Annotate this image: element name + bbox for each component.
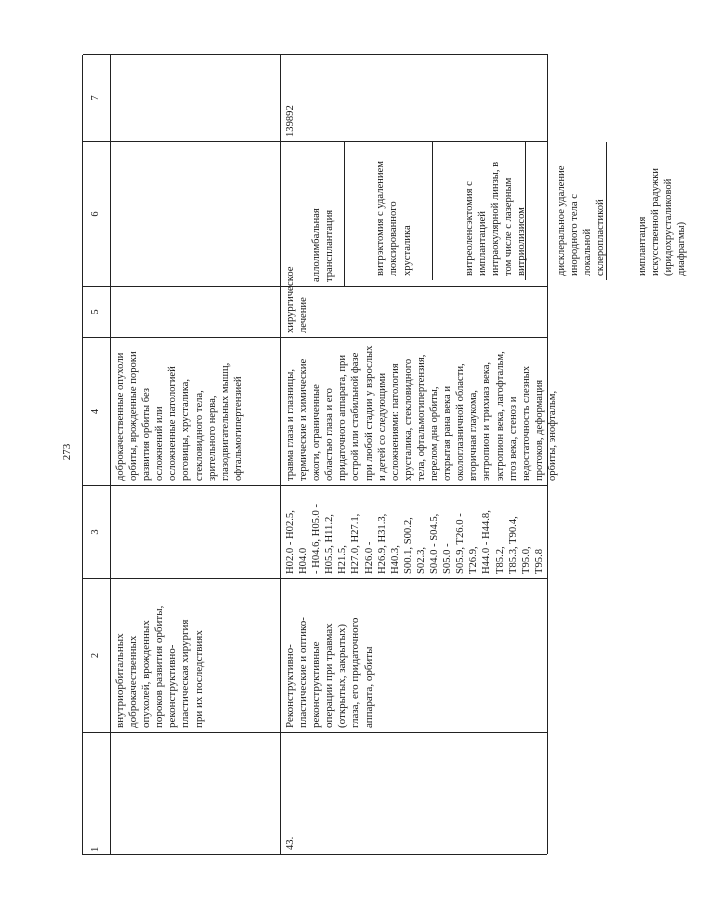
page-number: 273	[61, 443, 73, 461]
row2-norm: 139892	[281, 54, 548, 141]
header-col-1: 1	[83, 732, 111, 854]
row1-patient-model: доброкачественные опухоли орбиты, врожденные пороки развития орбиты без осложнений или осложненные патологией роговицы, хрусталика, стекловидного тела, зрительного нерва, глазодвигательных мышц, офтальмогипертензией	[111, 337, 281, 485]
header-col-2: 2	[83, 578, 111, 732]
method-item: имплантация искусственной радужки (иридохрусталиковой диафрагмы)	[636, 168, 688, 276]
row1-name: внутриорбитальных доброкачественных опухолей, врожденных пороков развития орбиты, реконструктивно- пластическая хирургия при их последствиях	[111, 578, 281, 732]
row2-treatment: хирургическое лечение	[281, 286, 548, 337]
header-col-4: 4	[83, 337, 111, 485]
method-item: витреоленсэктомия с имплантацией интраокулярной линзы, в том числе с лазерным витриолизисом	[460, 142, 526, 280]
medical-care-table	[82, 55, 688, 855]
row1-norm	[111, 54, 281, 141]
row2-patient-model: травма глаза и глазницы, термические и химические ожоги, ограниченные областью глаза и его придаточного аппарата, при острой или стабильной фазе при любой стадии у взрослых и детей со следующими осложнениями: патология хрусталика, стекловидного тела, офтальмогипертензия, перелом дна орбиты, открытая рана века и окологлазничной области, вторичная глаукома, энтропион и трихиаз века, эктропион века, лагофтальм, птоз века, стеноз и недостаточность слезных протоков, деформация орбиты, энофтальм,	[281, 337, 548, 485]
row1-treatment	[111, 286, 281, 337]
header-col-6: 6	[83, 141, 111, 286]
row1-codes	[111, 485, 281, 578]
method-item: витрэктомия с удалением люксированного хрусталика	[371, 142, 433, 280]
rotated-table-wrapper	[82, 55, 688, 855]
header-col-3: 3	[83, 485, 111, 578]
row2-methods	[281, 141, 688, 286]
header-col-5: 5	[83, 286, 111, 337]
method-item: дисклеральное удаление инородного тела с локальной склеропластикой	[552, 142, 607, 280]
row2-name: Реконструктивно- пластические и оптико- реконструктивные операции при травмах (открытых, закрытых) глаза, его придаточного аппарата, орбиты	[281, 578, 548, 732]
row1-method	[111, 141, 281, 286]
row2-number: 43.	[281, 732, 548, 854]
row2-codes: H02.0 - H02.5, H04.0 - H04.6, H05.0 - H05.5, H11.2, H21.5, H27.0, H27.1, H26.0 - H26.9, H31.3, H40.3, S00.1, S00.2, S02.3, S04.0 - S04.5, S05.0 - S05.9, T26.0 - T26.9, H44.0 - H44.8, T85.2, T85.3, T90.4, T95.0, T95.8	[281, 485, 548, 578]
header-col-7: 7	[83, 54, 111, 141]
method-item: аллолимбальная трансплантация	[307, 142, 345, 286]
row1-number	[111, 732, 281, 854]
